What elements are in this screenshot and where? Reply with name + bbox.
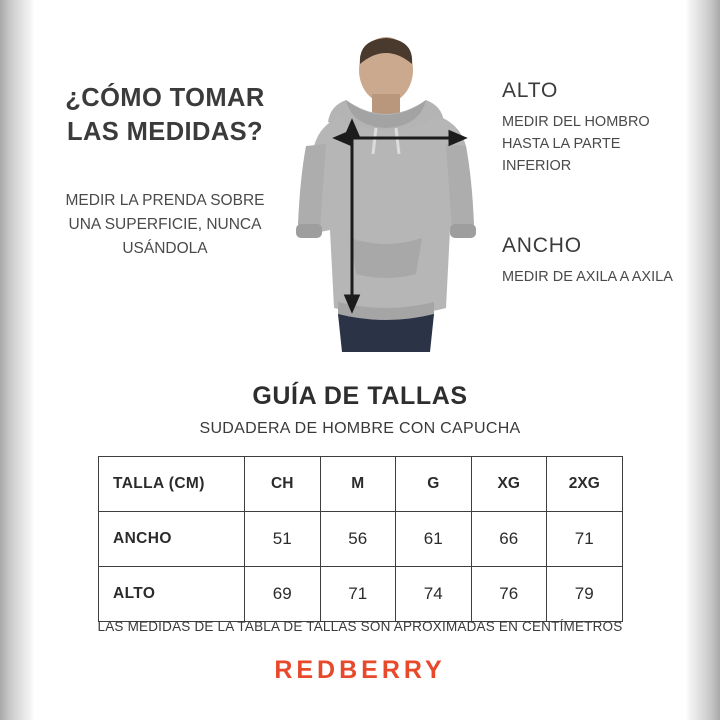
measurement-ancho (502, 234, 682, 288)
table-header-cell: 2XG (547, 457, 623, 512)
table-header-cell: M (320, 457, 396, 512)
table-cell: 76 (471, 567, 547, 622)
table-row-label: ANCHO (99, 512, 245, 567)
size-guide-subtitle: SUDADERA DE HOMBRE CON CAPUCHA (199, 420, 521, 437)
table-cell: 66 (471, 512, 547, 567)
white-sheet (36, 34, 684, 686)
table-note: LAS MEDIDAS DE LA TABLA DE TALLAS SON APROXIMADAS EN CENTÍMETROS (97, 619, 623, 634)
table-header-cell: TALLA (CM) (99, 457, 245, 512)
measurement-ancho-description: MEDIR DE AXILA A AXILA (502, 269, 673, 285)
table-header-cell: CH (245, 457, 321, 512)
table-cell: 51 (245, 512, 321, 567)
table-cell: 74 (396, 567, 472, 622)
page-title: ¿CÓMO TOMAR LAS MEDIDAS? (65, 84, 265, 146)
measurement-alto-title: ALTO (502, 79, 559, 102)
measure-instructions: MEDIR LA PRENDA SOBRE UNA SUPERFICIE, NUNCA USÁNDOLA (65, 192, 265, 258)
table-row (99, 567, 623, 622)
measurement-alto (502, 79, 682, 177)
table-header-row (99, 457, 623, 512)
hoodie-photo (276, 34, 496, 352)
table-cell: 71 (320, 567, 396, 622)
table-cell: 69 (245, 567, 321, 622)
measurement-alto-description: MEDIR DEL HOMBRO HASTA LA PARTE INFERIOR (502, 114, 650, 175)
table-row (99, 512, 623, 567)
measurement-ancho-title: ANCHO (502, 234, 582, 257)
table-row-label: ALTO (99, 567, 245, 622)
table-header-cell: XG (471, 457, 547, 512)
how-to-measure-section (36, 34, 684, 364)
table-header-cell: G (396, 457, 472, 512)
table-cell: 56 (320, 512, 396, 567)
table-cell: 61 (396, 512, 472, 567)
brand-logo: REDBERRY (274, 656, 446, 684)
table-cell: 71 (547, 512, 623, 567)
size-guide-title: GUÍA DE TALLAS (252, 382, 468, 410)
table-cell: 79 (547, 567, 623, 622)
size-table (98, 456, 623, 622)
